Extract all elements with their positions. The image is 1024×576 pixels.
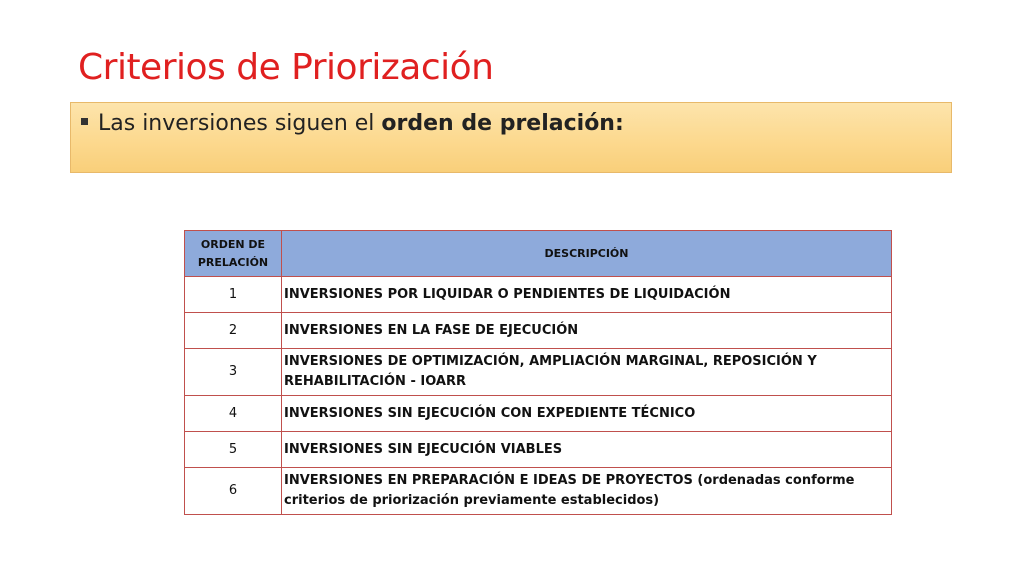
- banner-text-plain: Las inversiones siguen el: [98, 111, 382, 136]
- header-description: DESCRIPCIÓN: [282, 231, 892, 277]
- square-bullet-icon: [81, 118, 88, 125]
- table-row: [185, 396, 892, 432]
- priority-table: [184, 230, 892, 515]
- slide-title: Criterios de Priorización: [78, 47, 494, 88]
- banner: [70, 102, 952, 173]
- row-number: 6: [185, 468, 282, 515]
- banner-text: [98, 109, 624, 139]
- row-number: 4: [185, 396, 282, 432]
- header-order: ORDEN DE PRELACIÓN: [185, 231, 282, 277]
- row-description: INVERSIONES POR LIQUIDAR O PENDIENTES DE LIQUIDACIÓN: [282, 277, 892, 313]
- row-number: 2: [185, 313, 282, 349]
- table-row: [185, 349, 892, 396]
- row-number: 5: [185, 432, 282, 468]
- table-row: [185, 277, 892, 313]
- row-description: INVERSIONES DE OPTIMIZACIÓN, AMPLIACIÓN MARGINAL, REPOSICIÓN Y REHABILITACIÓN - IOARR: [282, 349, 892, 396]
- row-description: INVERSIONES SIN EJECUCIÓN VIABLES: [282, 432, 892, 468]
- row-number: 3: [185, 349, 282, 396]
- row-number: 1: [185, 277, 282, 313]
- row-description: INVERSIONES SIN EJECUCIÓN CON EXPEDIENTE TÉCNICO: [282, 396, 892, 432]
- row-description: INVERSIONES EN LA FASE DE EJECUCIÓN: [282, 313, 892, 349]
- table-row: [185, 432, 892, 468]
- table-header-row: [185, 231, 892, 277]
- table-row: [185, 313, 892, 349]
- row-description: INVERSIONES EN PREPARACIÓN E IDEAS DE PROYECTOS (ordenadas conforme criterios de priorización previamente establecidos): [282, 468, 892, 515]
- table-row: [185, 468, 892, 515]
- banner-text-bold: orden de prelación:: [381, 111, 624, 136]
